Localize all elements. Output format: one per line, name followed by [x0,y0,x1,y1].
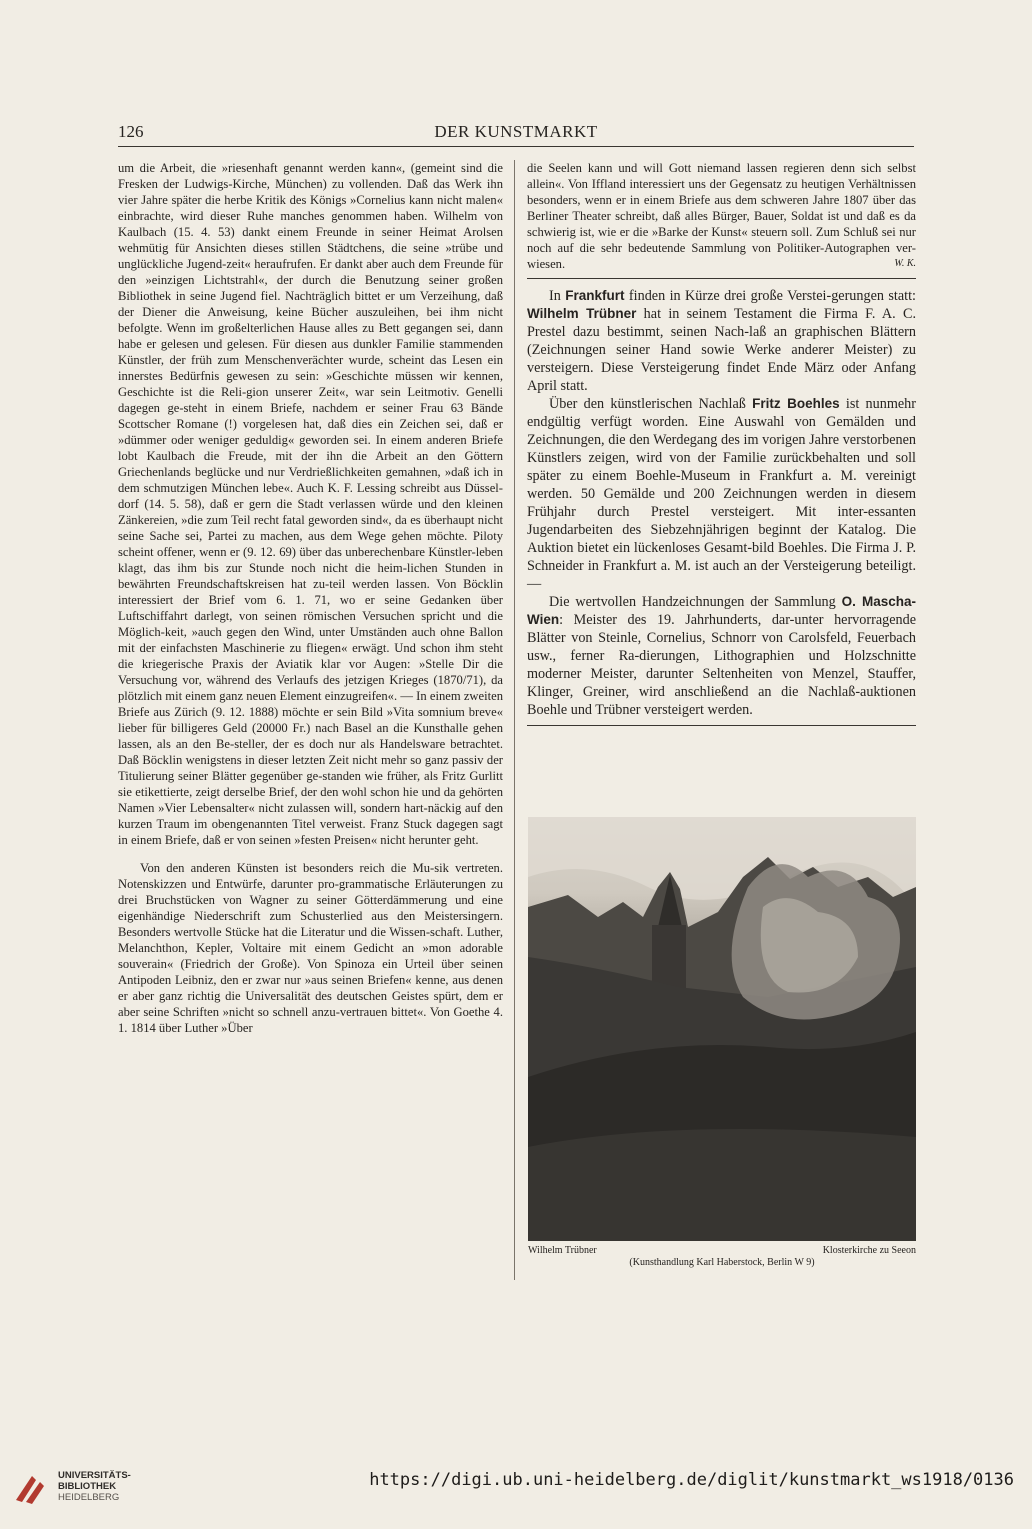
painting-reproduction [528,817,916,1241]
frankfurt-paragraph [527,287,916,395]
text-run: : Meister des 19. Jahrhunderts, dar-unter hervorragende Blätter von Steinle, Cornelius, Schnorr von Carolsfeld, Feuerbach usw., ferner Ra-dierungen, Lithographien und Holzschnitte moderner Meister, darunter Seltenheiten von Menzel, Stauffer, Klinger, Greiner, wird anschließend an die Nachlaß-auktionen Boehle und Trübner versteigert werden. [527,612,916,718]
section-rule-bottom [527,725,916,726]
place-frankfurt: Frankfurt [565,288,625,303]
library-line-3: HEIDELBERG [58,1492,120,1503]
name-truebner: Wilhelm Trübner [527,306,637,321]
source-url-link[interactable]: https://digi.ub.uni-heidelberg.de/diglit/kunstmarkt_ws1918/0136 [369,1470,1014,1490]
caption-title: Klosterkirche zu Seeon [822,1245,916,1256]
left-paragraph-2: Von den anderen Künsten ist besonders reich die Mu-sik vertreten. Notenskizzen und Entwürfe, darunter pro-grammatische Erläuterungen zu drei Bruchstücken von Wagner zu seiner Götterdämmerung und eine eigenhändige Niederschrift zum Schusterlied aus den Meistersingern. Besonders wertvolle Stücke hat die Literatur und die Wissen-schaft. Luther, Melanchthon, Kepler, Voltaire mit einem Gedicht an »mon adorable souverain« (Friedrich der Große). Von Spinoza ein Urteil über seinen Antipoden Leibniz, den er zwar nur »aus seinen Briefen« kenne, aus denen er aber ganz richtig die Universalität des deutschen Geistes spürt, dem er aber seine Schriften »nicht so schnell anzu-vertrauen bittet«. Von Goethe 4. 1. 1814 über Luther »Über [118,861,503,1035]
caption-artist: Wilhelm Trübner [528,1245,597,1256]
caption-credit: (Kunsthandlung Karl Haberstock, Berlin W 9) [629,1257,815,1268]
library-name [58,1470,131,1503]
page-header [118,120,914,147]
text-run: Die wertvollen Handzeichnungen der Sammlung [549,594,842,610]
library-logo-icon [12,1470,48,1506]
text-run: In [549,288,566,304]
painting-image [528,817,916,1241]
right-column [527,160,916,734]
footer [0,1462,1032,1529]
text-run: Über den künstlerischen Nachlaß [549,396,753,412]
library-line-1: UNIVERSITÄTS- [58,1470,131,1481]
boehle-paragraph [527,395,916,593]
section-rule [527,278,916,279]
mascha-paragraph [527,593,916,719]
name-mascha-wien: O. Mascha-Wien [527,594,916,627]
library-line-2: BIBLIOTHEK [58,1481,117,1492]
text-run: ist nunmehr endgültig verfügt worden. Eine Auswahl von Gemälden und Zeichnungen, die den Werdegang des im vorigen Jahre verstorbenen Künstlers zeigen, wird von der Familie zurückbehalten und soll später zu einem Boehle-Museum in Frankfurt a. M. vereinigt werden. 50 Gemälde und 200 Zeichnungen werden in diesem Frühjahr durch Prestel versteigert. Mit inter-essanten Jugendarbeiten des Siebzehnjährigen beginnt der Katalog. Die Auktion bietet ein lückenloses Gesamt-bild Boehles. Die Firma J. P. Schneider in Frankfurt a. M. ist auch an der Versteigerung beteiligt. — [527,396,916,592]
name-boehle: Fritz Boehles [752,396,840,411]
page-number: 126 [118,122,144,141]
right-paragraph-1: die Seelen kann und will Gott niemand lassen regieren denn sich selbst allein«. Von Iffland interessiert uns der Gegensatz zu heutigen Verhältnissen besonders, wenn er in einem Briefe aus dem schweren Jahre 1807 über das Berliner Theater schreibt, daß alles Bürger, Bauer, Soldat ist und daß es da schwierig ist, wie er die »Barke der Kunst« steuern soll. Zum Schluß sei nur noch auf die sehr bedeutende Sammlung von Politiker-Autographen ver-wiesen. [527,161,916,271]
running-title: DER KUNSTMARKT [434,122,598,141]
auction-news [527,287,916,719]
figure-caption [528,1245,916,1269]
left-paragraph-1: um die Arbeit, die »riesenhaft genannt werden kann«, (gemeint sind die Fresken der Ludwigs-Kirche, München) zu vollenden. Daß das Werk ihn vier Jahre später die herbe Kritik des Königs »Cornelius kann nicht malen« einbrachte, wird dieser Ruhe manches genommen haben. Wilhelm von Kaulbach (15. 4. 53) dankt einem Freunde in seiner Heimat Arolsen wehmütig für Ansichten dieses stillen Städtchens, die seine »trübe und unglückliche Jugend-zeit« heraufrufen. Er dankt aber auch dem Freunde für den »einzigen Lichtstrahl«, der durch die Benutzung seiner großen Bibliothek in seine Jugend fiel. Nachträglich bittet er um Verzeihung, daß der Diener die Anweisung, keine Bücher auszuleihen, bei ihm nicht befolgte. Wenn im großelterlichen Hause alles zu Bett gegangen sei, dann habe er gelesen und gelesen. Für diesen aus dunkler Familie stammenden Künstler, der früh zum Menschenverächter wurde, scheint das Lesen ein innerstes Bedürfnis gewesen zu sein: »Geschichte müssen wir kennen, Geschichte ist die Reli-gion unserer Zeit«, war sein Leitmotiv. Genelli dagegen ge-steht in einem Briefe, nachdem er seiner Frau 63 Bände Scottscher Romane (!) vorgelesen hat, daß dies ein Zeichen sei, daß er »dümmer oder weniger geduldig« geworden sei. In einem anderen Briefe lobt Kaulbach die Freude, mit der ihn die Arbeit an den Göttern Griechenlands beglücke und nur Verdrießlichkeiten gemahnen, »daß ich in dem schmutzigen München lebe«. Auch K. F. Lessing schreibt aus Düssel-dorf (14. 5. 58), daß er gern die Stadt verlassen würde und den kleinen Zänkereien, »die zum Teil recht fatal geworden sind«, da es überhaupt nicht seine Sache sei, Partei zu machen, aus dem Wege gehen möchte. Piloty scheint offener, wenn er (9. 12. 69) über das unberechenbare Künstler-leben klagt, das ihm bis zur Stunde noch nicht die heim-lichen Stunden in bewährten Freundschaftskreisen hat zu-teil werden lassen. Von Böcklin interessiert der Brief vom 6. 1. 71, wo er seine Gedanken über Luftschiffahrt darlegt, von seinen römischen Versuchen spricht und die Möglich-keit, »auch gegen den Wind, unter Umständen auch ohne Ballon mit der einfachsten Maschinerie zu fliegen« erwägt. Und schon ihm steht die kriegerische Praxis der Aviatik klar vor Augen: »Stelle Dir die Versuchung vor, während des Verlaufs des jetzigen Krieges (1870/71), da plötzlich mit einem ganz neuen Element einzugreifen«. — In einem zweiten Briefe aus Zürich (9. 12. 1888) möchte er sein Bild »Vita somnium breve« lieber für billigeres Geld (20000 Fr.) nach Basel an die Kunsthalle gehen lassen, als an den Be-steller, der es doch nur als Handelsware betrachtet. Daß Böcklin wenigstens in dieser letzten Zeit nicht mehr so ganz passiv der Titulierung seiner Blätter gegenüber ge-standen wie früher, als Fritz Gurlitt sie etikettierte, zeigt derselbe Brief, der den wohl schon hie und da gehörten Namen »Vier Lebensalter« nicht zulassen will, sondern hart-näckig auf den kurzen Traum im obengenannten Titel verweist. Franz Stuck dagegen sagt in einem Briefe, daß er von seinen »festen Preisen« nicht herunter geht. [118,161,503,847]
left-column [118,160,503,1036]
column-divider [514,160,515,1280]
text-run: hat in seinem Testament die Firma F. A. C. Prestel dazu bestimmt, seinen Nach-laß an graphischen Blättern (Zeichnungen seiner Hand sowie Werke anderer Meister) zu versteigern. Diese Versteigerung findet Ende März oder Anfang April statt. [527,306,916,394]
text-run: finden in Kürze drei große Verstei-gerungen statt: [624,288,916,304]
author-signature: W. K. [894,258,916,269]
